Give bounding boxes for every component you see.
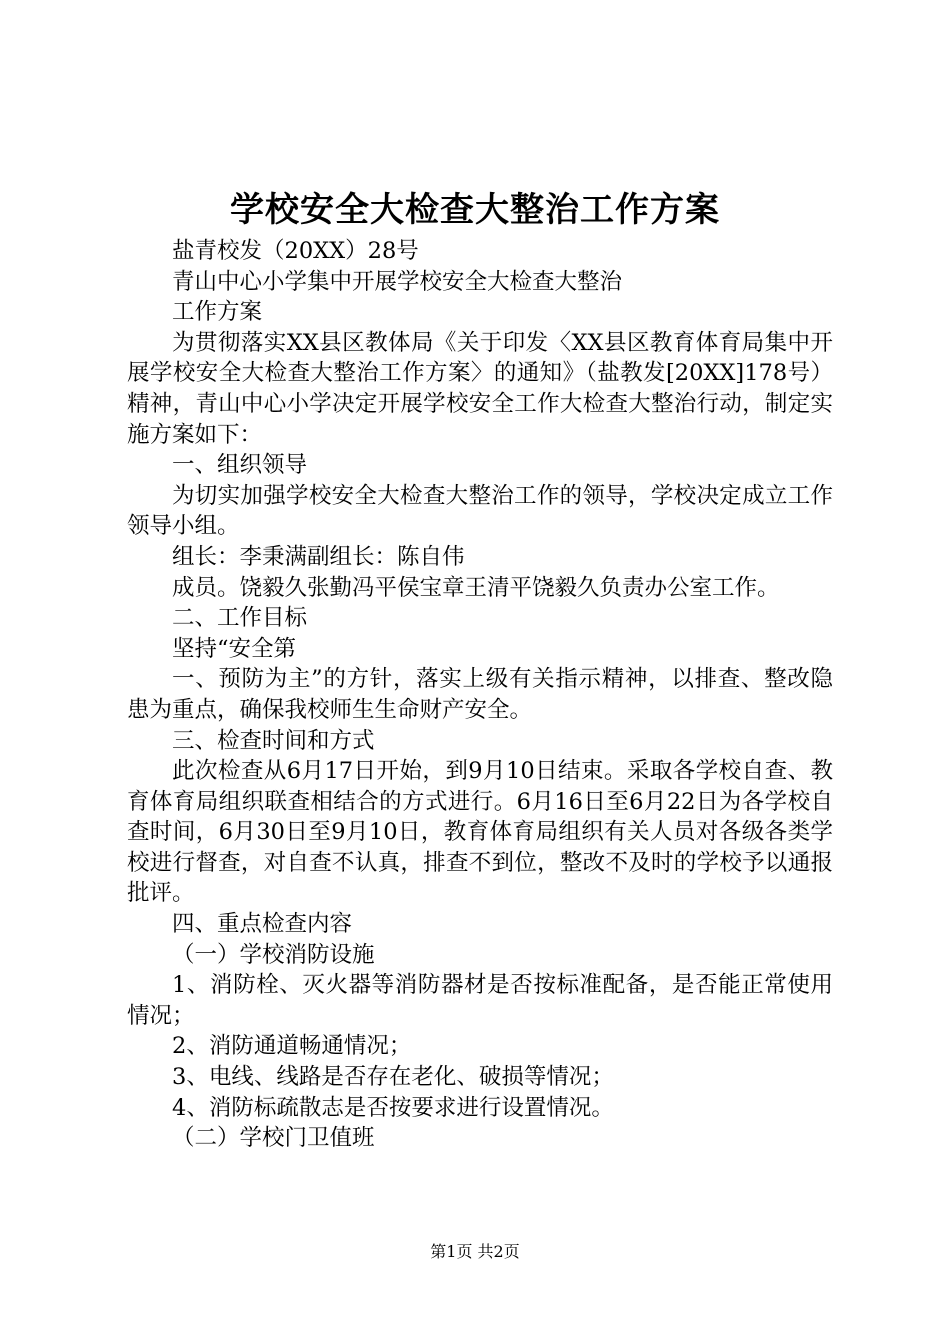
leader-line: 组长：李秉满副组长：陈自伟 <box>172 543 465 570</box>
intro-paragraph: 为贯彻落实XX县区教体局《关于印发〈XX县区教育体育局集中开展学校安全大检查大整治工作方案〉的通知》（盐教发[20XX]178号）精神，青山中心小学决定开展学校安全工作大检查大整治行动，制定实施方案如下： <box>127 329 833 448</box>
goal-line-2: 一、预防为主”的方针，落实上级有关指示精神，以排查、整改隐患为重点，确保我校师生生命财产安全。 <box>127 666 833 723</box>
document-title: 学校安全大检查大整治工作方案 <box>230 190 720 230</box>
section-heading-3: 三、检查时间和方式 <box>172 727 375 754</box>
page-footer: 第1页 共2页 <box>430 1242 520 1261</box>
check-item-2: 2、消防通道畅通情况； <box>172 1033 412 1060</box>
document-body <box>127 236 833 1154</box>
subtitle-line-1: 青山中心小学集中开展学校安全大检查大整治 <box>172 268 623 295</box>
schedule-paragraph: 此次检查从6月17日开始，到9月10日结束。采取各学校自查、教育体育局组织联查相结合的方式进行。6月16日至6月22日为各学校自查时间，6月30日至9月10日，教育体育局组织有关人员对各级各类学校进行督查，对自查不认真，排查不到位，整改不及时的学校予以通报批评。 <box>127 758 833 907</box>
members-line: 成员。饶毅久张勤冯平侯宝章王清平饶毅久负责办公室工作。 <box>172 574 780 601</box>
document-number: 盐青校发（20XX）28号 <box>172 238 419 264</box>
goal-line-1: 坚持“安全第 <box>172 635 297 662</box>
section-heading-4: 四、重点检查内容 <box>172 911 353 938</box>
section-heading-1: 一、组织领导 <box>172 452 308 479</box>
check-item-3: 3、电线、线路是否存在老化、破损等情况； <box>172 1064 614 1091</box>
subtitle-line-2: 工作方案 <box>172 299 263 326</box>
check-item-4: 4、消防标疏散志是否按要求进行设置情况。 <box>172 1094 614 1121</box>
subsection-heading-2: （二）学校门卫值班 <box>172 1125 375 1152</box>
check-item-1: 1、消防栓、灭火器等消防器材是否按标准配备，是否能正常使用情况； <box>127 972 833 1029</box>
subsection-heading-1: （一）学校消防设施 <box>172 941 375 968</box>
section-heading-2: 二、工作目标 <box>172 605 308 632</box>
section-1-paragraph: 为切实加强学校安全大检查大整治工作的领导，学校决定成立工作领导小组。 <box>127 482 833 540</box>
